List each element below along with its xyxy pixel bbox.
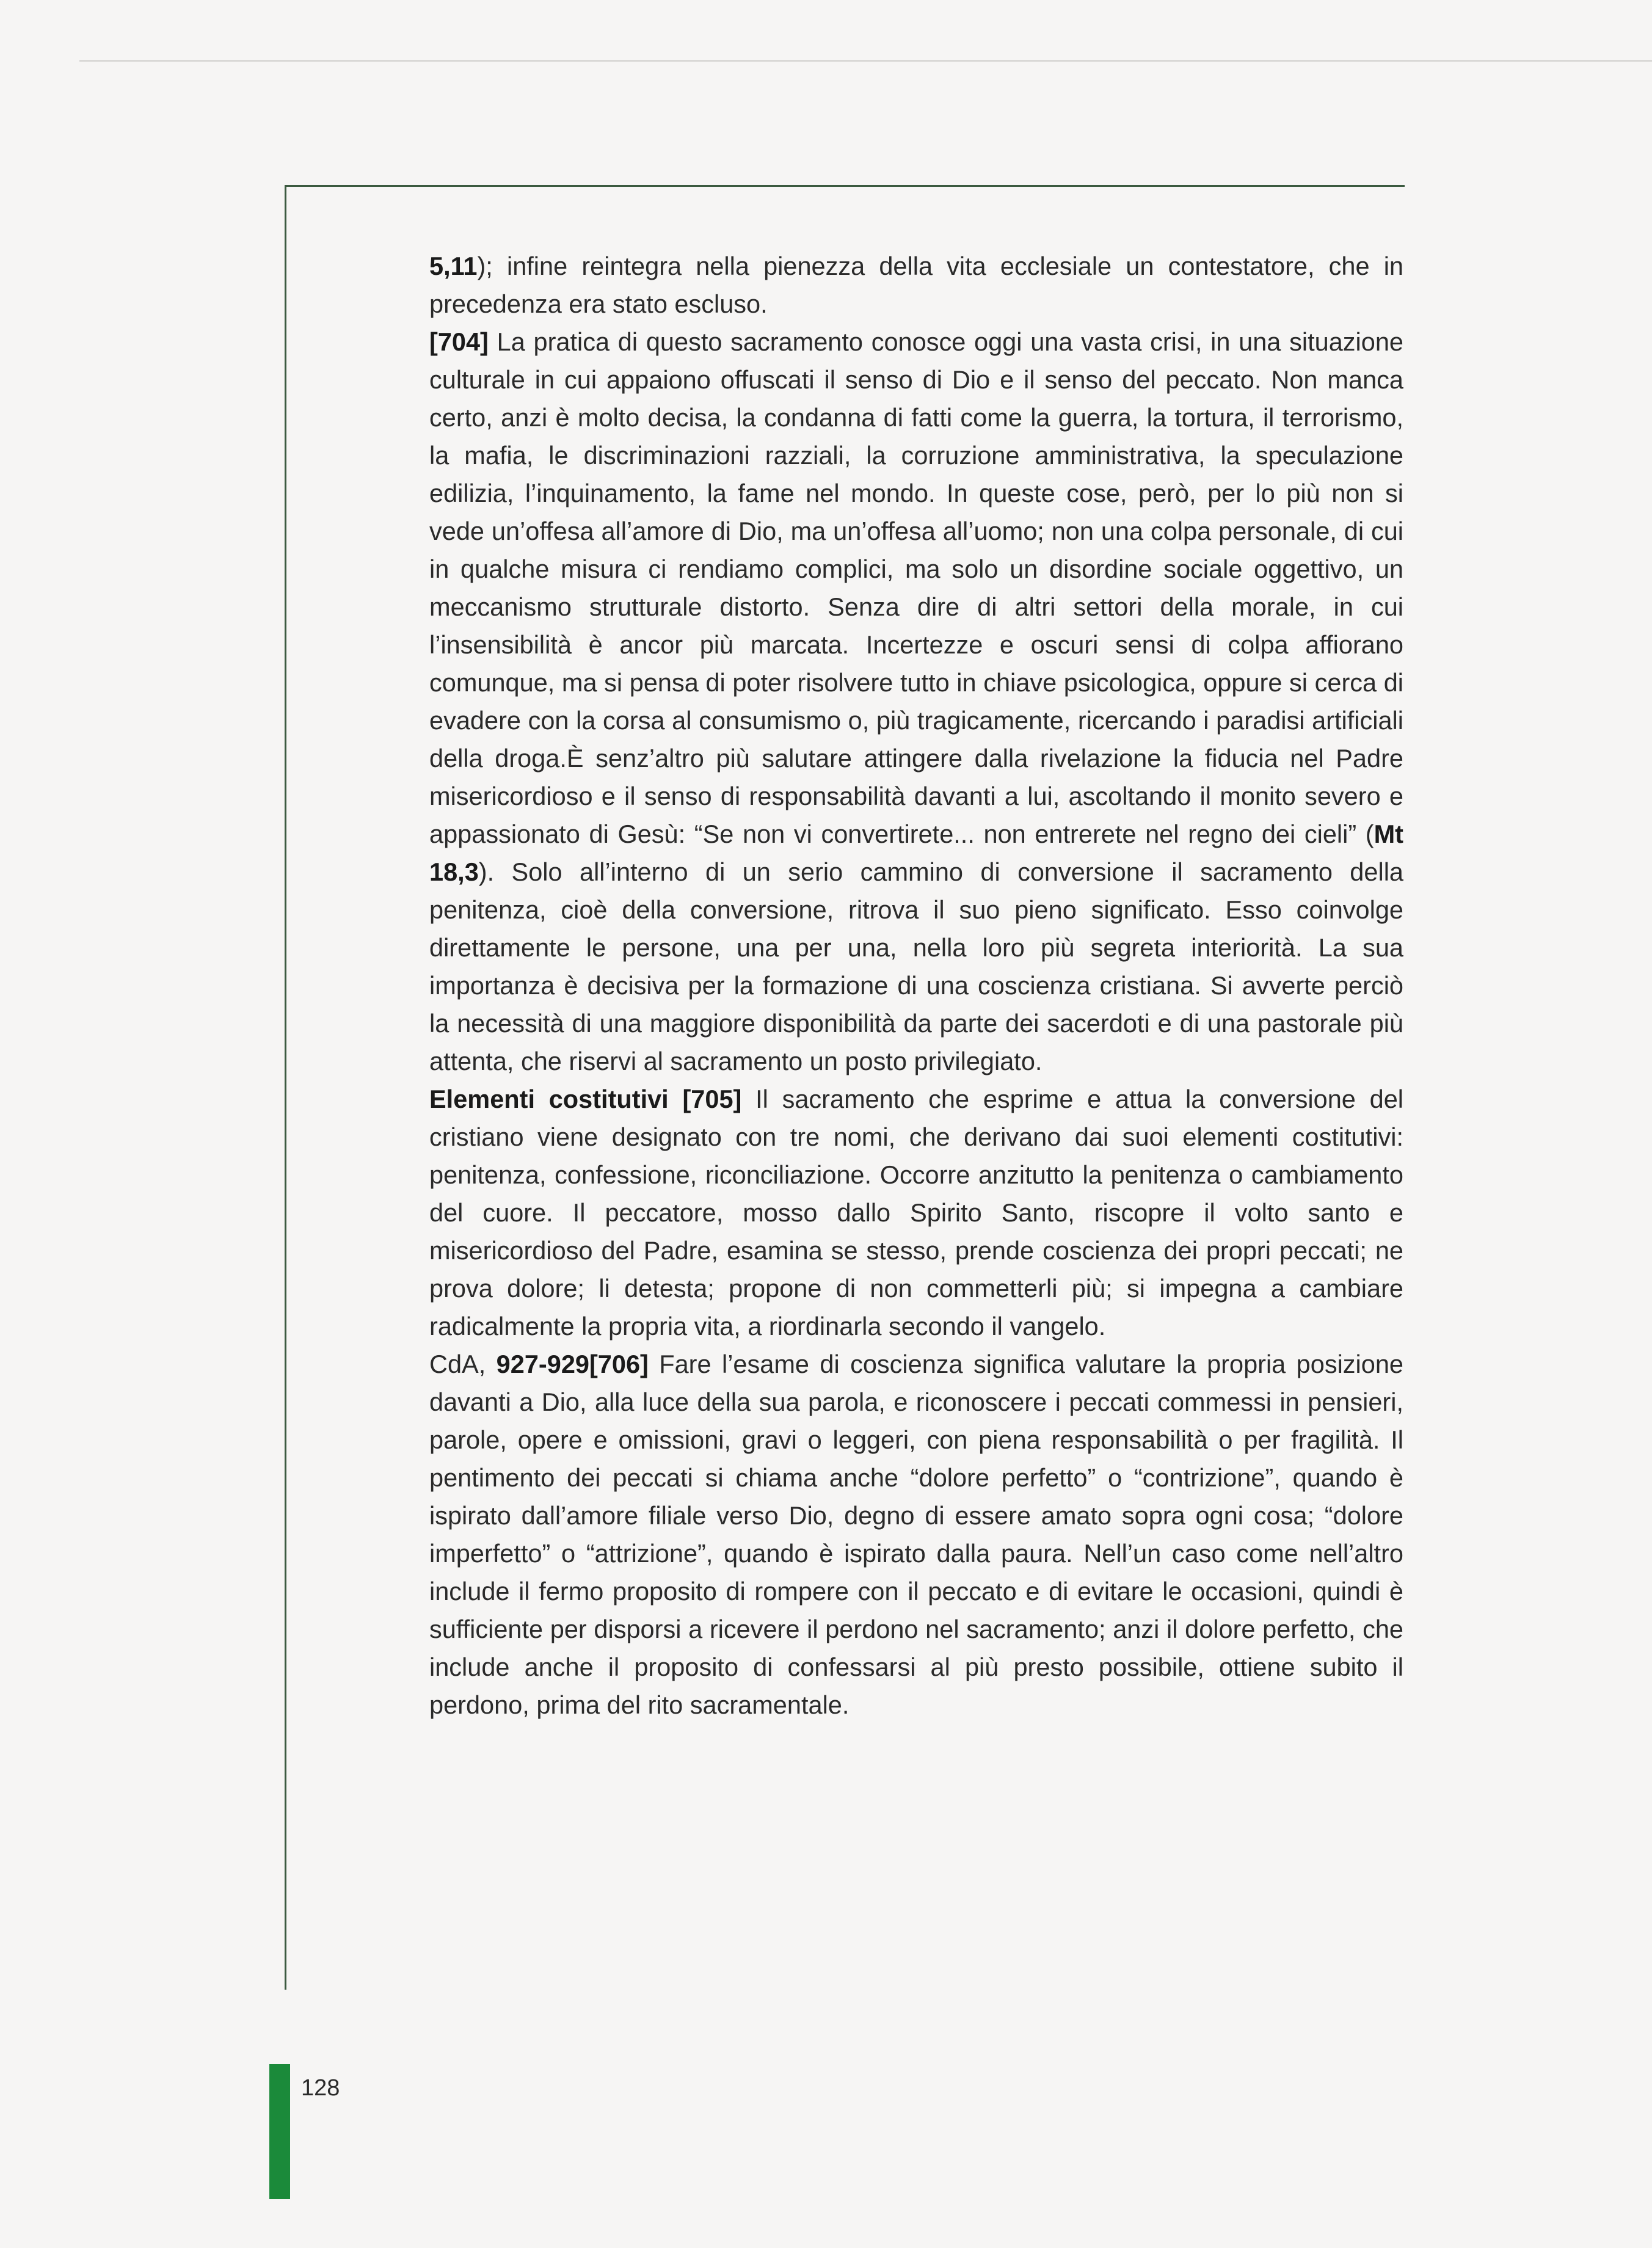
paragraph-text: ); infine reintegra nella pienezza della vita ecclesiale un contestatore, che in precedenza era stato escluso. xyxy=(429,252,1403,318)
paragraph-text: La pratica di questo sacramento conosce oggi una vasta crisi, in una situazione culturale in cui appaiono offuscati il senso di Dio e il senso del peccato. Non manca certo, anzi è molto decisa, la condanna di fatti come la guerra, la tortura, il terrorismo, la mafia, le discriminazioni razziali, la corruzione amministrativa, la speculazione edilizia, l’inquinamento, la fame nel mondo. In queste cose, però, per lo più non si vede un’offesa all’amore di Dio, ma un’offesa all’uomo; non una colpa personale, di cui in qualche misura ci rendiamo complici, ma solo un disordine sociale oggettivo, un meccanismo strutturale distorto. Senza dire di altri settori della morale, in cui l’insensibilità è ancor più marcata. Incertezze e oscuri sensi di colpa affiorano comunque, ma si pensa di poter risolvere tutto in chiave psicologica, oppure si cerca di evadere con la corsa al consumismo o, più tragicamente, ricercando i paradisi artificiali della droga.È senz’altro più salutare attingere dalla rivelazione la fiducia nel Padre misericordioso e il senso di responsabilità davanti a lui, ascoltando il monito severo e appassionato di Gesù: “Se non vi convertirete... non entrerete nel regno dei cieli” ( xyxy=(429,327,1403,848)
paragraph-text: ). Solo all’interno di un serio cammino di conversione il sacramento della penitenza, cioè della conversione, ritrova il suo pieno significato. Esso coinvolge direttamente le persone, una per una, nella loro più segreta interiorità. La sua importanza è decisiva per la formazione di una coscienza cristiana. Si avverte perciò la necessità di una maggiore disponibilità da parte dei sacerdoti e di una pastorale più attenta, che riservi al sacramento un posto privilegiato. xyxy=(429,857,1403,1075)
paragraph-text: Il sacramento che esprime e attua la conversione del cristiano viene designato con tre nomi, che derivano dai suoi elementi costitutivi: penitenza, confessione, riconciliazione. Occorre anzitutto la penitenza o cambiamento del cuore. Il peccatore, mosso dallo Spirito Santo, riscopre il volto santo e misericordioso del Padre, esamina se stesso, prende coscienza dei propri peccati; ne prova dolore; li detesta; propone di non commetterli più; si impegna a cambiare radicalmente la propria vita, a riordinarla secondo il vangelo. xyxy=(429,1085,1403,1340)
source-label: CdA, xyxy=(429,1350,497,1378)
section-number: 927-929[706] xyxy=(496,1350,649,1378)
frame-top-rule xyxy=(285,185,1405,187)
paragraph-1 xyxy=(429,247,1403,323)
paragraph-704 xyxy=(429,323,1403,1080)
bible-reference: Mt 18,3 xyxy=(429,820,1403,886)
paragraph-text: Fare l’esame di coscienza significa valutare la propria posizione davanti a Dio, alla luce della sua parola, e riconoscere i peccati commessi in pensieri, parole, opere e omissioni, gravi o leggeri, con piena responsabilità o per fragilità. Il pentimento dei peccati si chiama anche “dolore perfetto” o “contrizione”, quando è ispirato dall’amore filiale verso Dio, degno di essere amato sopra ogni cosa; “dolore imperfetto” o “attrizione”, quando è ispirato dalla paura. Nell’un caso come nell’altro include il fermo proposito di rompere con il peccato e di evitare le occasioni, quindi è sufficiente per disporsi a ricevere il perdono nel sacramento; anzi il dolore perfetto, che include anche il proposito di confessarsi al più presto possibile, ottiene subito il perdono, prima del rito sacramentale. xyxy=(429,1350,1404,1719)
frame-left-rule xyxy=(285,185,286,1990)
body-text xyxy=(429,247,1403,1724)
section-heading: Elementi costitutivi [705] xyxy=(429,1085,742,1113)
page-number: 128 xyxy=(301,2075,340,2101)
section-number: [704] xyxy=(429,327,489,356)
page-marker-bar xyxy=(269,2064,290,2199)
paragraph-705 xyxy=(429,1080,1403,1345)
page-top-edge xyxy=(79,60,1652,62)
paragraph-706 xyxy=(429,1345,1403,1724)
reference-bold: 5,11 xyxy=(429,252,478,280)
